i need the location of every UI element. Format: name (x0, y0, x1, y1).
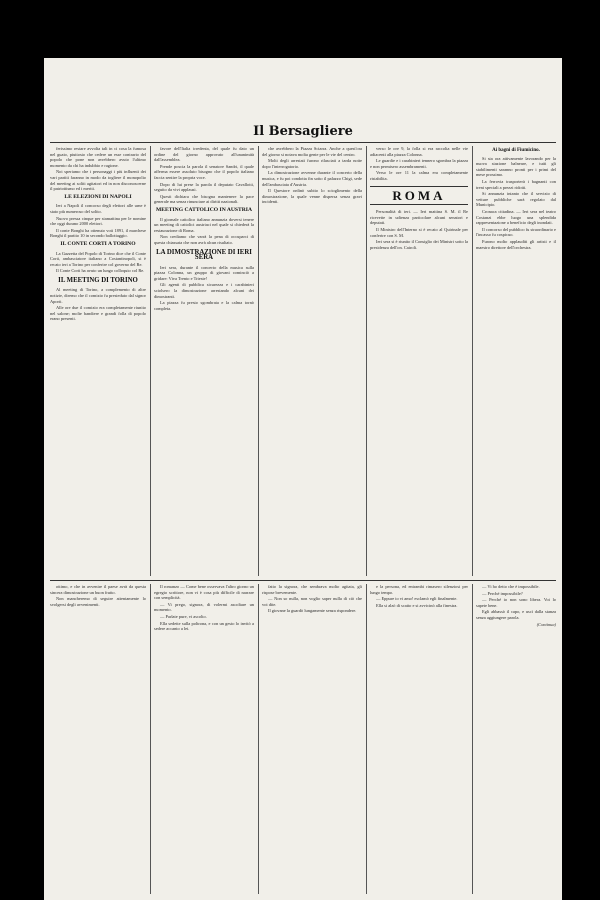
paragraph: Il Conte Corti ha avuto un lungo colloquio col Re. (56, 268, 145, 274)
paragraph: Alle ore due il comizio era completamente riunito nel salone; molte bandiere e grandi folla di popolo erano presenti. (50, 305, 146, 322)
column-9-text (370, 584, 468, 608)
paragraph: Il Ministro dell'Interno si è recato al Quirinale per conferire con S. M. (370, 226, 468, 238)
paragraph: Molti degli arrestati furono rilasciati a tarda notte dopo l'interrogatorio. (262, 158, 362, 169)
column-2-cattolico-text (154, 217, 254, 246)
paragraph: Non crediamo che varrà la pena di occuparci di questa chiassata che non avrà alcun risultato. (154, 234, 254, 245)
column-10 (476, 584, 556, 894)
column-5 (476, 146, 556, 578)
heading-roma: ROMA (392, 187, 446, 203)
column-3-text (262, 146, 362, 205)
paragraph: Non mancheremo di seguire attentamente lo svolgersi degli avvenimenti. (50, 596, 146, 607)
heading-meeting-torino: IL MEETING DI TORINO (58, 276, 138, 284)
paragraph: Dopo di lui prese la parola il deputato Cavallotti, seguito da vivi applausi. (154, 181, 254, 193)
column-divider (258, 146, 259, 576)
column-6 (50, 584, 146, 894)
paragraph: e la persona, ed entrambi rimasero silenziosi per lungo tempo. (370, 584, 468, 595)
paragraph: Si sta ora attivamente lavorando per la nuova stazione balneare, e tutti gli stabilimenti saranno pronti per i primi del mese prossimo. (476, 155, 556, 178)
column-1-elezioni-text (50, 203, 146, 239)
paragraph: — Perché impossibile? (482, 590, 523, 596)
column-4 (370, 146, 468, 578)
section-rule (50, 580, 556, 581)
paragraph: Egli abbassò il capo, e uscì dalla stanza senza aggiungere parola. (476, 609, 556, 620)
paragraph: ferissimo restare avvolta tali in ci cosa la fumosa nel guaio, piuttosto che cedere un esse contrario del popolo che pone non avrebbero avuto l'ultimo momento da chi ha indubbio e ragione. (50, 146, 146, 168)
paragraph: Gli agenti di pubblica sicurezza e i carabinieri sciolsero la dimostrazione arrestando alcuni dei dimostranti. (154, 282, 254, 299)
column-1 (50, 146, 146, 578)
paragraph: — Perché io non sono libera. Voi lo sapete bene. (476, 597, 556, 608)
paragraph: Nuovo pressa cinque per stamattina per le nomine che oggi durano 2000 elettori. (50, 215, 146, 227)
column-1-corti-text (50, 251, 146, 274)
paragraph: Questi dichiara che bisogna mantenere la pace generale ma senza rinunciare ai diritti nazionali. (154, 193, 254, 205)
paragraph: La dimostrazione avvenne durante il concerto della musica, e fu poi condotta fin sotto il palazzo Chigi, sede dell'ambasciata d'Austria. (262, 170, 362, 187)
paragraph: Il romanzo — Come bene osservava l'altro giorno un egregio scrittore, non vi è cosa più difficile di narrare con semplicità. (154, 584, 254, 601)
paragraph: Ieri sera si è riunito il Consiglio dei Ministri sotto la presidenza dell'on. Cairoli. (370, 239, 468, 250)
paragraph: La Gazzetta del Popolo di Torino dice che il Conte Corti, ambasciatore italiano a Costantinopoli, si è recato ieri a Torino per conferire col governo del Re. (50, 250, 146, 267)
paragraph: — Eppure io vi amo! esclamò egli finalmente. (376, 596, 458, 602)
paragraph: Furono molto applauditi gli artisti e il maestro direttore dell'orchestra. (476, 238, 556, 250)
heading-elezioni-napoli: LE ELEZIONI DI NAPOLI (64, 193, 132, 200)
column-2 (154, 146, 254, 578)
paragraph: Al meeting di Torino, a complemento di altre notizie, diremo che il comizio fu presieduto dal signor Aporti. (50, 287, 146, 304)
column-9 (370, 584, 468, 894)
column-1-meeting-text (50, 287, 146, 322)
paragraph: Noi speriamo che i personaggi i più influenti dei vari partiti faranno in modo da togliere il monopolio del meeting ai soliti agitatori ed in non disconoscerne il patriottismo ed i meriti. (50, 169, 146, 192)
column-divider (150, 584, 151, 894)
heading-meeting-cattolico: MEETING CATTOLICO IN AUSTRIA (156, 206, 252, 213)
column-2-text (154, 146, 254, 205)
paragraph: Il concorso del pubblico fu straordinario e l'incasso fu cospicuo. (476, 226, 556, 238)
paragraph: Ella si alzò di scatto e si avvicinò alla finestra. (376, 602, 458, 608)
column-10-text (476, 584, 556, 621)
column-8 (262, 584, 362, 894)
column-divider (150, 146, 151, 576)
column-8-text (262, 584, 362, 614)
paragraph: Prende poscia la parola il senatore Sandri, il quale afferma essere assoluto bisogno che il popolo italiano faccia sentire la propria voce. (154, 163, 254, 180)
heading-conte-corti: IL CONTE CORTI A TORINO (60, 240, 136, 247)
paragraph: fatto la signora, che sembrava molto agitata, gli rispose brevemente. (262, 584, 362, 595)
paragraph: Ella sedette sulla poltrona, e con un gesto lo invitò a sedere accanto a lei. (154, 620, 254, 632)
paragraph: Il Questore ordinò subito lo scioglimento della dimostrazione, la quale venne dispersa senza gravi incidenti. (262, 188, 362, 205)
column-4-text (370, 146, 468, 182)
paragraph: che avrebbero la Piazza Sciarra. Anche a quest'ora del giorno si notava molta gente per le vie del centro. (262, 146, 362, 157)
paragraph: Il conte Bonghi ha ottenuto voti 1891, il marchese Bonghi il partito 10 in secondo ballottaggio. (50, 227, 146, 239)
column-divider (472, 146, 473, 576)
paragraph: La ferrovia trasporterà i bagnanti con treni speciali a prezzi ridotti. (476, 178, 556, 190)
paragraph: Si annunzia intanto che il servizio di vetture pubbliche sarà regolato dal Municipio. (476, 191, 556, 208)
masthead: Il Bersagliere (253, 124, 353, 139)
column-4-roma-text (370, 209, 468, 250)
paragraph: verso le ore 9, la folla si era raccolta nelle vie adiacenti alla piazza Colonna. (370, 146, 468, 157)
paragraph: Le guardie e i carabinieri tennero sgombra la piazza e non permisero assembramenti. (370, 158, 468, 169)
column-5-cronaca-text (476, 209, 556, 250)
paragraph: — Vi prego, signora, di volermi ascoltare un momento. (154, 601, 254, 613)
paragraph: favore dell'Italia irredenta, del quale fu dato un ordine del giorno approvato all'unanimità dall'assemblea. (154, 146, 254, 163)
signature: (Continua) (536, 621, 556, 627)
column-divider (366, 584, 367, 894)
column-divider (258, 584, 259, 894)
column-7 (154, 584, 254, 894)
paragraph: — Parlate pure, vi ascolto. (160, 613, 207, 619)
paragraph: — Vi ho detto che è impossibile. (482, 584, 540, 589)
heading-bagni: Ai bagni di Fiumicino. (492, 148, 540, 153)
column-2-dimostrazione-text (154, 265, 254, 312)
paragraph: Il giovane la guardò lungamente senza rispondere. (268, 608, 357, 614)
masthead-rule (50, 142, 556, 143)
column-1-text (50, 146, 146, 192)
paragraph: — Non so nulla, non voglio saper nulla di ciò che voi dite. (262, 596, 362, 607)
newspaper-page (44, 58, 562, 900)
paragraph: Verso le ore 11 la calma era completamente ristabilita. (370, 170, 468, 181)
paragraph: Il giornale cattolico italiano annunzia doversi tenere un meeting di cattolici austriaci nel quale si chiederà la restaurazione di Roma. (154, 216, 254, 233)
paragraph: Personalità di ieri. — Ieri mattina S. M. il Re ricevette in udienza particolare alcuni senatori e deputati. (370, 209, 468, 226)
paragraph: La piazza fu presto sgombrata e la calma tornò completa. (154, 300, 254, 311)
column-6-text (50, 584, 146, 607)
paragraph: Ieri a Napoli il concorso degli elettori alle urne è stato più numeroso del solito. (50, 203, 146, 214)
heading-dimostrazione: LA DIMOSTRAZIONE DI IERI SERA (156, 248, 252, 262)
column-divider (472, 584, 473, 894)
paragraph: ottimo, e che in avvenire il paese avrà da questa sincera dimostrazione un buon frutto. (50, 584, 146, 595)
paragraph: Ieri sera, durante il concerto della musica sulla piazza Colonna, un gruppo di giovani cominciò a gridare: Viva Trento e Trieste! (154, 264, 254, 281)
column-7-text (154, 584, 254, 632)
column-5-text (476, 156, 556, 208)
roma-box (370, 186, 468, 206)
column-3 (262, 146, 362, 578)
paragraph: Cronaca cittadina. — Ieri sera nel teatro Costanzi ebbe luogo una splendida rappresentazione a beneficio degli inondati. (476, 208, 556, 226)
column-divider (366, 146, 367, 576)
